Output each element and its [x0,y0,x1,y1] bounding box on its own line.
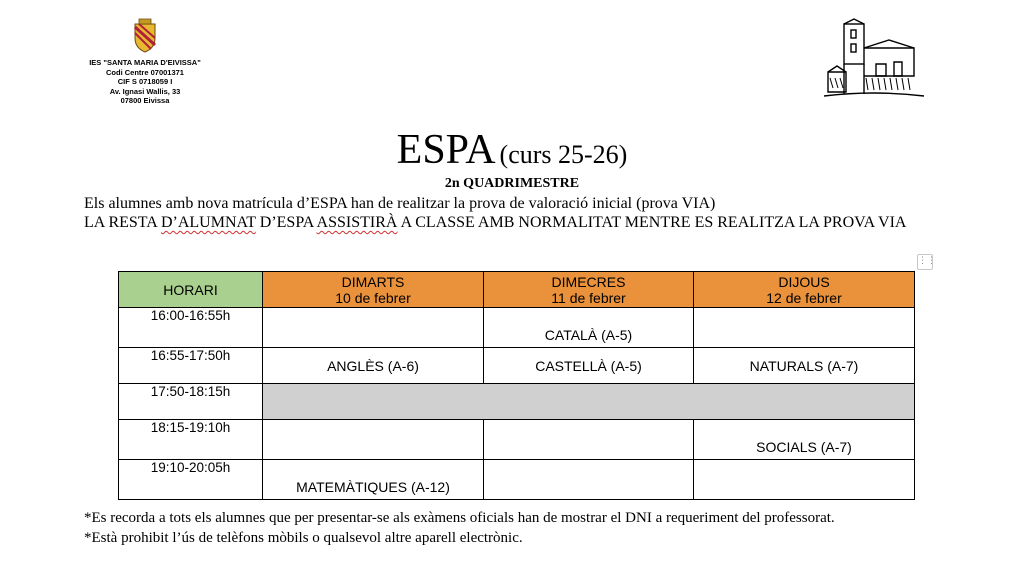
exam-cell [694,308,915,348]
table-row [119,308,915,348]
time-slot: 17:50-18:15h [119,384,263,420]
table-row [119,460,915,500]
spellcheck-word: D’ALUMNAT [160,214,256,231]
spellcheck-word: ASSISTIRÀ [316,214,398,231]
school-cif: CIF S 0718059 I [117,77,173,86]
schedule-table [118,271,915,500]
school-code: Codi Centre 07001371 [106,67,184,77]
footer-notes [84,508,874,548]
day-header-wednesday [484,272,694,308]
page-subtitle: 2n QUADRIMESTRE [444,176,580,191]
exam-cell [694,460,915,500]
intro-line-2-part: D’ESPA [255,214,317,231]
exam-cell [263,420,484,460]
exam-cell: SOCIALS (A-7) [694,420,915,460]
note-phones: *Està prohibit l’ús de telèfons mòbils o qualsevol altre aparell electrònic. [84,530,523,546]
note-dni: *Es recorda a tots els alumnes que per presentar-se als exàmens oficials han de mostrar el DNI a requeriment del professorat. [84,510,835,526]
horari-header: HORARI [119,272,263,308]
coat-of-arms-icon [131,18,159,54]
exam-cell: CATALÀ (A-5) [484,308,694,348]
intro-line-2 [84,213,964,232]
exam-cell: NATURALS (A-7) [694,348,915,384]
day-date: 10 de febrer [335,289,411,306]
day-name: DIJOUS [778,273,830,290]
intro-line-2-part: LA RESTA [84,214,161,231]
time-slot: 18:15-19:10h [119,420,263,460]
time-slot: 16:00-16:55h [119,308,263,348]
day-date: 11 de febrer [551,289,626,306]
school-city: 07800 Eivissa [120,96,170,105]
time-slot: 19:10-20:05h [119,460,263,500]
exam-cell [484,460,694,500]
title-main: ESPA [396,127,496,173]
title-course: (curs 25-26) [499,140,628,169]
school-header [60,18,230,106]
time-slot: 16:55-17:50h [119,348,263,384]
day-name: DIMARTS [341,273,405,290]
day-header-thursday [694,272,915,308]
day-name: DIMECRES [551,273,626,290]
table-header-row [119,272,915,308]
school-name: IES "SANTA MARIA D'EIVISSA" [89,58,201,67]
exam-cell [263,308,484,348]
exam-cell: CASTELLÀ (A-5) [484,348,694,384]
break-cell [263,384,915,420]
day-header-tuesday [263,272,484,308]
table-row [119,420,915,460]
page-title [0,126,1024,174]
intro-line-1: Els alumnes amb nova matrícula d’ESPA han de realitzar la prova de valoració inicial (prova VIA) [84,195,716,212]
exam-cell: MATEMÀTIQUES (A-12) [263,460,484,500]
table-move-handle-icon[interactable]: ⋮⋮ [917,254,933,270]
intro-text [84,194,964,232]
school-address: Av. Ignasi Wallis, 33 [109,86,181,96]
day-date: 12 de febrer [766,289,842,306]
exam-cell [484,420,694,460]
church-drawing-icon [822,18,928,102]
table-row [119,348,915,384]
table-row [119,384,915,420]
intro-line-2-part: A CLASSE AMB NORMALITAT MENTRE ES REALITZA LA PROVA VIA [397,214,907,231]
exam-cell: ANGLÈS (A-6) [263,348,484,384]
